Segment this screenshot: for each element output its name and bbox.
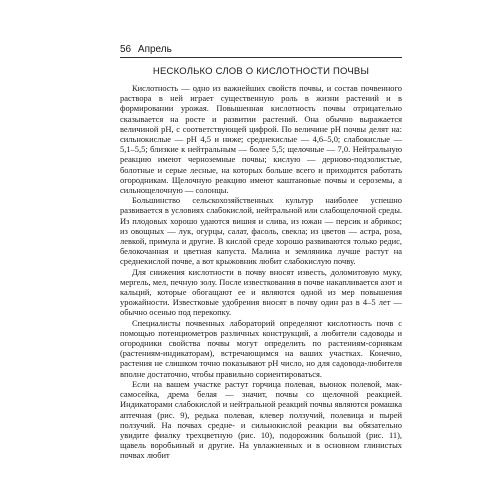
paragraph: Специалисты почвенных лабораторий определяют кислотность почв с помощью потенциометров различных конструкций, а любители садоводы и огородники свойства почвы могут определить по растениям-сорнякам (растениям-индикаторам), встречающимся на ваших участках. Конечно, растения не слишком точно показывают pH число, но для садовода-любителя вполне достаточно, чтобы правильно сориентироваться. — [120, 317, 402, 379]
paragraph: Кислотность — одно из важнейших свойств почвы, и состав почвенного раствора в ней играет существенную роль в жизни растений и в формировании урожая. Повышенная кислотность почвы отрицательно сказывается на росте и развитии растений. Она обычно выражается величиной pH, с соответствующей цифрой. По величине pH почвы делят на: сильнокислые — pH 4,5 и ниже; среднекислые — 4,6–5,0; слабокислые — 5,1–5,5; близкие к нейтральным — более 5,5; щелочные — 7,0. Нейтральную реакцию имеют черноземные почвы; кислую — дерново-подзолистые, болотные и серые лесные, на которых больше всего и приходится работать огородникам. Щелочную реакцию имеют каштановые почвы и сероземы, а сильнощелочную — солонцы. — [120, 83, 402, 196]
paragraph: Если на вашем участке растут горчица полевая, вьюнок полевой, мак-самосейка, дрема белая — значит, почвы со щелочной реакцией. Индикаторами слабокислой и нейтральной реакций почвы являются ромашка аптечная (рис. 9), редька полевая, клевер ползучий, полевица и пырей ползучий. На почвах средне- и сильнокислой реакции вы обязательно увидите фиалку трехцветную (рис. 10), подорожник большой (рис. 11), щавель воробьиный и другие. На увлажненных и в основном глинистых почвах любит — [120, 378, 402, 461]
section-title: НЕСКОЛЬКО СЛОВ О КИСЛОТНОСТИ ПОЧВЫ — [152, 66, 370, 77]
running-title: Апрель — [137, 44, 172, 55]
body-text — [120, 83, 402, 461]
paragraph: Для снижения кислотности в почву вносят известь, доломитовую муку, мергель, мел, печную золу. После известкования в почве накапливается азот и кальций, которые обогащают ее и являются одной из мер повышения урожайности. Известковые удобрения вносят в почву один раз в 4–5 лет — обычно осенью под перекопку. — [120, 266, 402, 318]
paragraph: Большинство сельскохозяйственных культур наиболее успешно развивается в условиях слабокислой, нейтральной или слабощелочной среды. Из плодовых хорошо удаются вишня и слива, из южан — персик и абрикос; из овощных — лук, огурцы, салат, фасоль, свекла; из цветов — астра, роза, левкой, примула и другие. В кислой среде хорошо развиваются только редис, белокочанная и цветная капуста. Малина и земляника лучше растут на среднекислой почве, а вот крыжовник любит слабокислую почву. — [120, 195, 402, 267]
page-number: 56 — [120, 44, 132, 55]
running-header — [120, 43, 402, 58]
